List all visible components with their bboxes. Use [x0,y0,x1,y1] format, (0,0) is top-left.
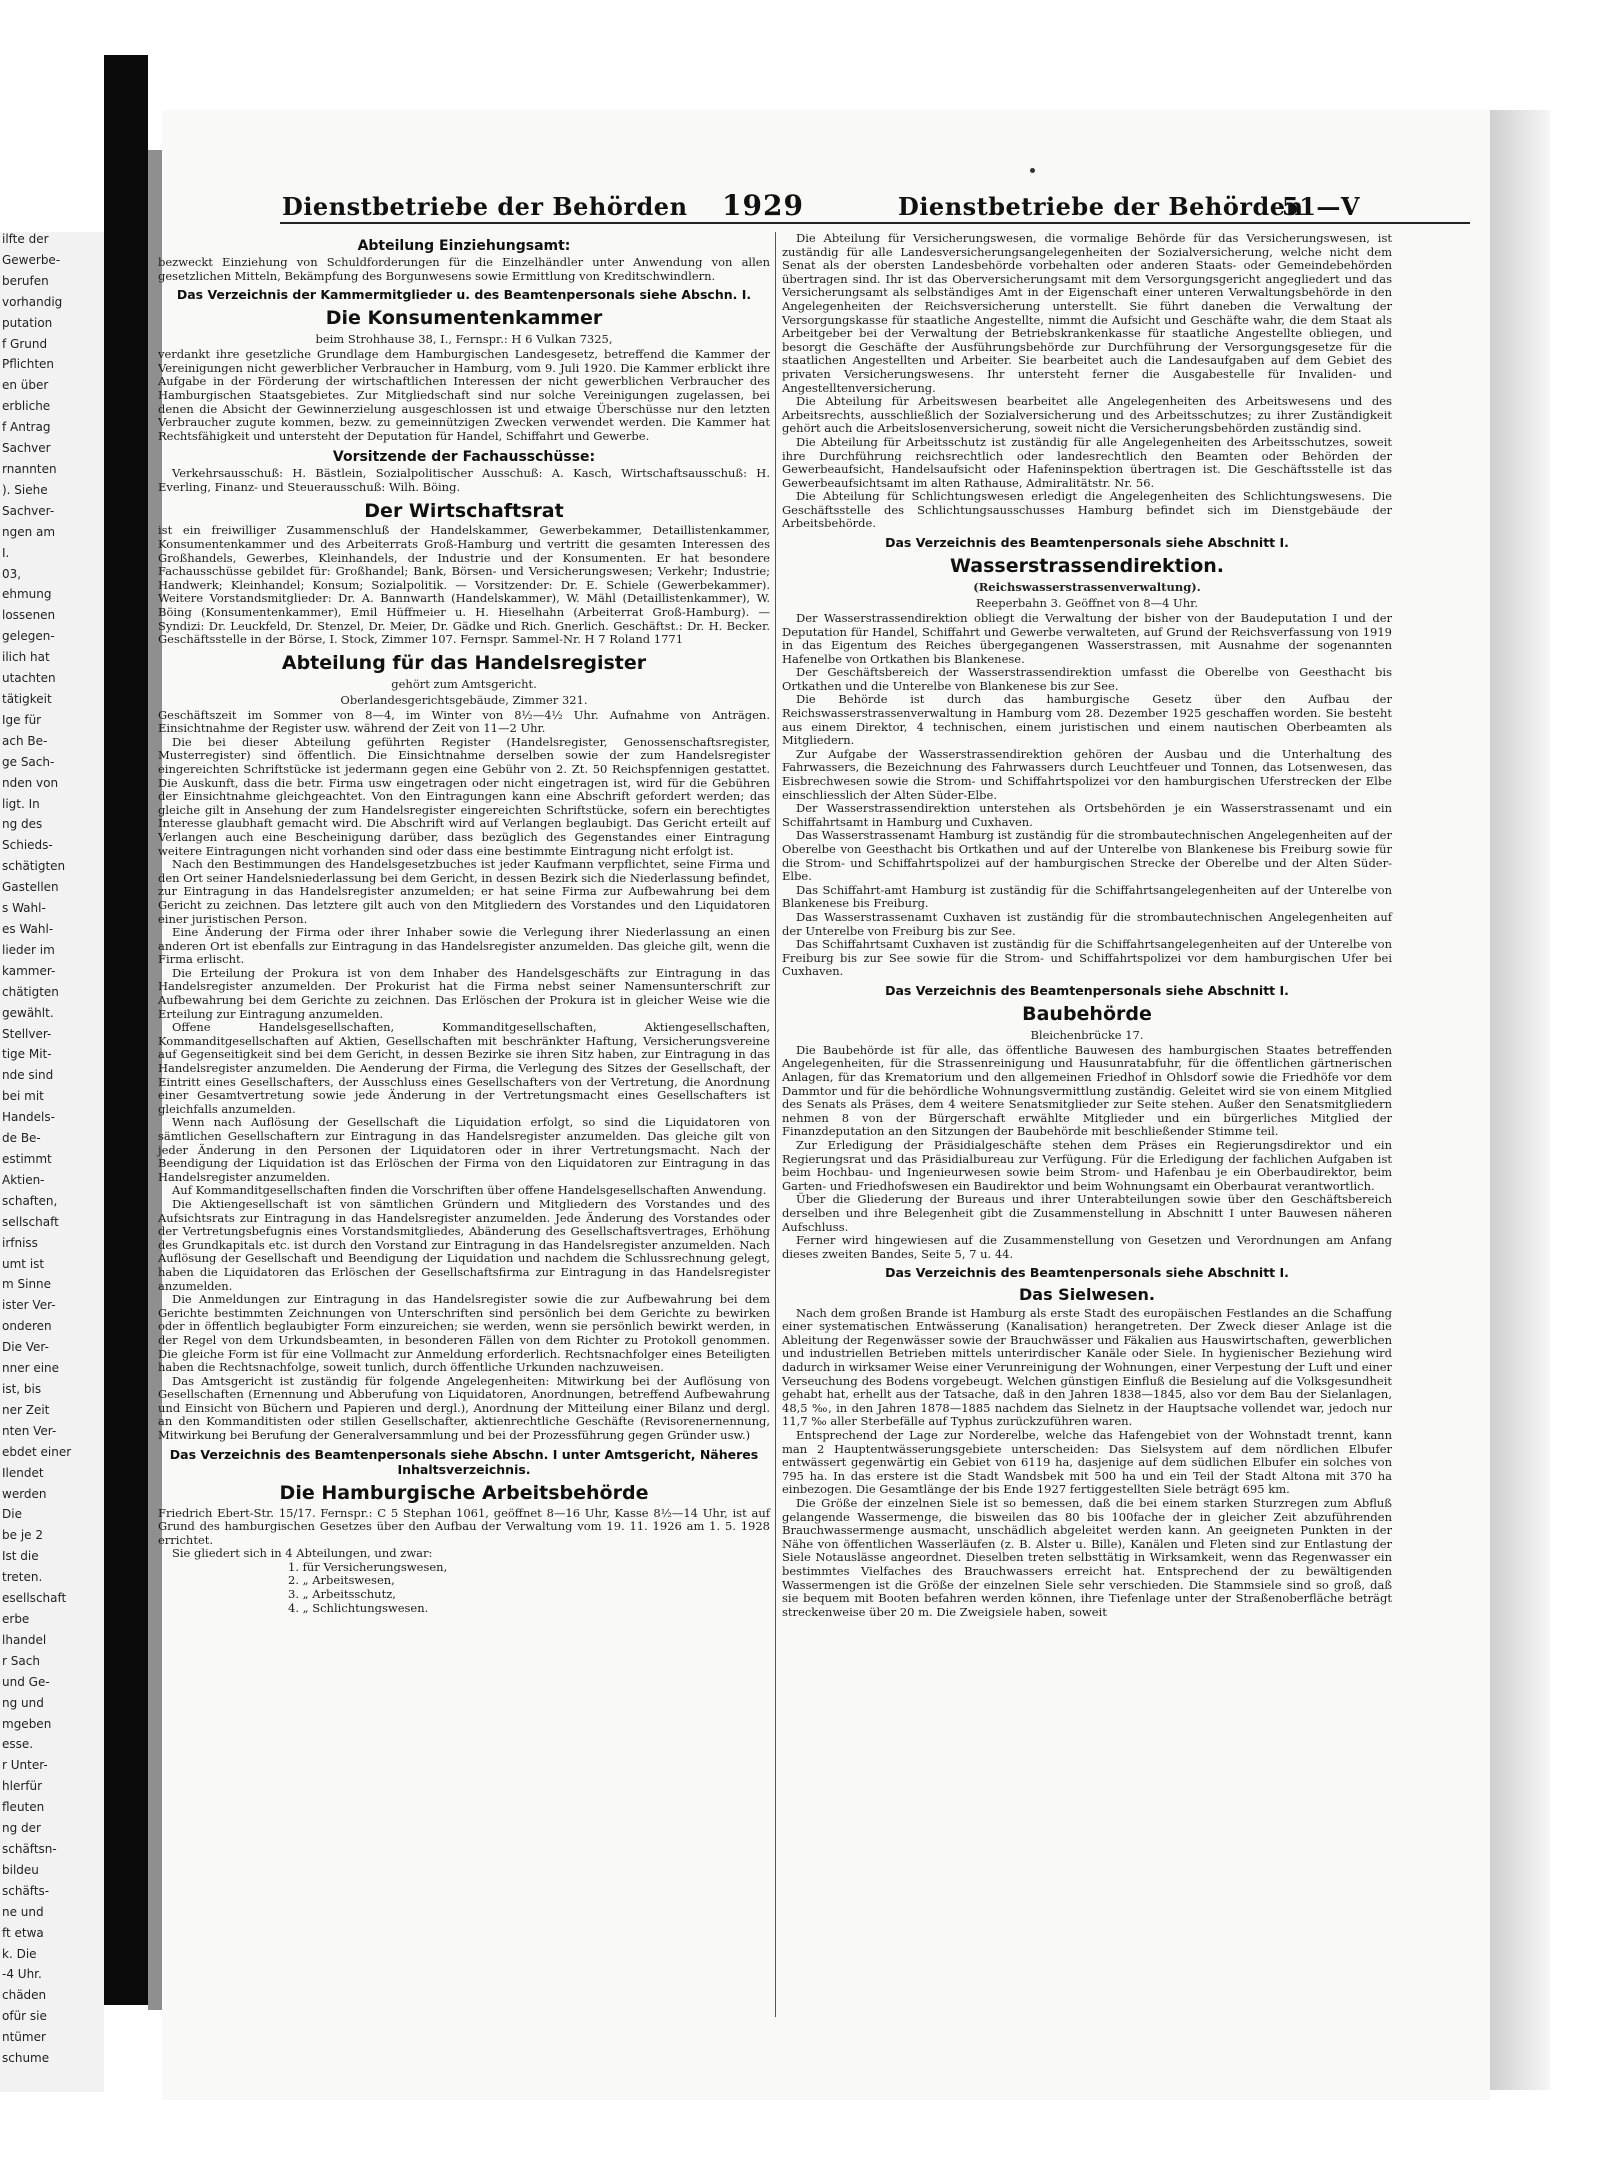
left-page-text-fragment: ach Be- [2,734,48,748]
baubehoerde-paragraph: Zur Erledigung der Präsidialgeschäfte stehen dem Präses ein Regierungsdirektor und ein Regierungsrat und das Präsidialbureau zur Verfügung. Für die Erledigung der fachlichen Aufgaben ist beim Hochbau- und Ingenieurwesen sowie beim Strom- und Hafenbau je ein Oberbaudirektor, beim Garten- und Friedhofswesen ein Baudirektor und beim Wohnungsamt ein Oberbaurat verantwortlich. [782,1137,1392,1193]
left-page-text-fragment: tätigkeit [2,692,52,706]
left-page-text-fragment: werden [2,1487,47,1501]
handelsregister-paragraph: Die Anmeldungen zur Eintragung in das Handelsregister sowie die zur Aufbewahrung bei dem Gerichte bestimmten Zeichnungen von Unterschriften sind persönlich bei dem Gerichte zu bewirken oder in öffentlich beglaubigter Form einzureichen; sie werden, wenn sie persönlich bewirkt werden, in der Regel von dem Urkundsbeamten, in besonderen Fällen von dem Richter zu Protokoll genommen. Die gleiche Form ist für eine Vollmacht zur Anmeldung erforderlich. Rechtsnachfolger eines Beteiligten haben die Rechtsnachfolge, soweit tunlich, durch öffentliche Urkunden nachzuweisen. [158,1292,770,1375]
wasserstrassen-title: Wasserstrassendirektion. [950,555,1224,578]
paper-speck [1030,168,1035,173]
left-page-text-fragment: lieder im [2,943,55,957]
header-left-title: Dienstbetriebe der Behörden [282,192,688,221]
wasserstrassen-paragraph: Das Schiffahrtsamt Cuxhaven ist zuständig für die Schiffahrtsangelegenheiten auf der Unterelbe von Freiburg bis zur See sowie für die Strom- und Schiffahrtspolizei vor dem hamburgischen Ufer bei Cuxhaven. [782,937,1392,979]
left-page-text-fragment: vorhandig [2,295,63,309]
left-page-text-fragment: fleuten [2,1800,45,1814]
left-page-text-fragment: utachten [2,671,56,685]
wirtschaftsrat-text: ist ein freiwilliger Zusammenschluß der Handelskammer, Gewerbekammer, Detaillistenkammer, Konsumentenkammer und des Arbeiterrats Groß-Hamburg und vertritt die gesamten Interessen des Großhandels, Gewerbes, Kleinhandels, der Industrie und der Konsumenten. Er hat besondere Fachausschüsse gebildet für: Großhandel; Bank, Börsen- und Versicherungswesen; Verkehr; Industrie; Handwerk; Kleinhandel; Konsum; Sozialpolitik. — Vorsitzender: Dr. E. Schiele (Gewerbekammer). Weitere Vorstandsmitglieder: Dr. A. Bannwarth (Handelskammer), W. Mähl (Detaillistenkammer), W. Böing (Konsumentenkammer), Emil Hüffmeier u. H. Hieselhahn (Arbeiterrat Groß-Hamburg). — Syndizi: Dr. Leuckfeld, Dr. Stenzel, Dr. Meier, Dr. Gädke und Rich. Gnerlich. Geschäftst.: Dr. H. Becker. Geschäftsstelle in der Börse, I. Stock, Zimmer 107. Fernspr. Sammel-Nr. H 7 Roland 1771 [158,523,770,647]
left-page-text-fragment: I. [2,546,10,560]
left-page-text-fragment: nner eine [2,1361,60,1375]
left-page-text-fragment: ng der [2,1821,41,1835]
wasserstrassen-paragraph: Das Wasserstrassenamt Cuxhaven ist zuständig für die strombautechnischen Angelegenheiten auf der Unterelbe von Freiburg bis zur See. [782,909,1392,938]
left-page-text-fragment: estimmt [2,1152,52,1166]
wasserstrassen-sub1: (Reichswasserstrassenverwaltung). [973,579,1201,594]
handelsregister-paragraph: Wenn nach Auflösung der Gesellschaft die Liquidation erfolgt, so sind die Liquidatoren von sämtlichen Gesellschaftern zur Eintragung in das Handelsregister anzumelden. Das gleiche gilt von jeder Änderung in den Personen der Liquidatoren oder in ihrer Vertretungsmacht. Nach der Beendigung der Liquidation ist das Erlöschen der Firma von den Liquidatoren zur Eintragung in das Handelsregister anzumelden. [158,1115,770,1184]
fachausschuesse-text: Verkehrsausschuß: H. Bästlein, Sozialpolitischer Ausschuß: A. Kasch, Wirtschaftsausschuß: H. Everling, Finanz- und Steuerausschuß: Wilh. Böing. [158,466,770,494]
handelsregister-hours: Geschäftszeit im Sommer von 8—4, im Winter von 8½—4½ Uhr. Aufnahme von Anträgen. Einsichtnahme der Register usw. während der Zeit von 11—2 Uhr. [158,707,770,736]
left-page-text-fragment: r Unter- [2,1758,48,1772]
header-year: 1929 [722,189,804,222]
left-page-text-fragment: ebdet einer [2,1445,72,1459]
left-page-text-fragment: f Antrag [2,420,51,434]
left-page-text-fragment: 03, [2,567,22,581]
handelsregister-sub1: gehört zum Amtsgericht. [391,676,537,691]
left-page-text-fragment: nden von [2,776,59,790]
left-page-text-fragment: irfniss [2,1236,38,1250]
handelsregister-paragraph: Auf Kommanditgesellschaften finden die Vorschriften über offene Handelsgesellschaften Anwendung. [172,1183,767,1198]
arbeitsschutz-paragraph: Die Abteilung für Arbeitsschutz ist zuständig für alle Angelegenheiten des Arbeitsschutzes, soweit ihre Durchführung reichsrechtlich oder landesrechtlich den Beamten oder Behörden der Gewerbeaufsicht, Handelsaufsicht oder Hafeninspektion übertragen ist. Die Geschäftsstelle ist das Gewerbeaufsichtsamt im alten Rathause, Admiralitätstr. Nr. 56. [782,434,1392,490]
page-number: 51—V [1282,192,1361,221]
left-page-text-fragment: ntümer [2,2030,46,2044]
wasserstrassen-sub2: Reeperbahn 3. Geöffnet von 8—4 Uhr. [975,595,1199,610]
left-page-text-fragment: m Sinne [2,1277,52,1291]
konsumentenkammer-text: verdankt ihre gesetzliche Grundlage dem Hamburgischen Landesgesetz, betreffend die Kammer der Vereinigungen nicht gewerblicher Verbraucher in Hamburg, vom 9. Juli 1920. Die Kammer erblickt ihre Aufgabe in der Förderung der wirtschaftlichen Interessen der nicht gewerblichen Verbraucher des Hamburgischen Staatsgebietes. Zur Mitgliedschaft sind nur solche Vereinigungen zugelassen, bei denen die Absicht der Gewinnerzielung ausgeschlossen ist und etwaige Überschüsse nur den letzten Verbraucher zugute kommen, bezw. zu gemeinnützigen Zwecken verwendet werden. Die Kammer hat Rechtsfähigkeit und untersteht der Deputation für Handel, Schiffahrt und Gewerbe. [158,347,770,443]
left-page-text-fragment: umt ist [2,1257,45,1271]
left-page-text-fragment: ge Sach- [2,755,55,769]
header-rule [280,222,1470,224]
arbeitsbehoerde-note: Das Verzeichnis des Beamtenpersonals siehe Abschnitt I. [885,535,1289,551]
left-page-text-fragment: gewählt. [2,1006,54,1020]
handelsregister-paragraph: Die bei dieser Abteilung geführten Register (Handelsregister, Genossenschaftsregister, Musterregister) sind öffentlich. Die Einsichtnahme derselben sowie der zum Handelsregister eingereichten Schriftstücke ist jedermann gegen eine Gebühr von 2. Zt. 50 Reichspfennigen gestattet. Die Auskunft, dass die betr. Firma usw eingetragen oder nicht eingetragen ist, wird für die Gebühren der Einsichtnahme gleichgeachtet. Von den Eintragungen kann eine Abschrift gefordert werden; das gleiche gilt in Ansehung der zum Handelsregister eingereichten Schriftstücke, sofern ein berechtigtes Interesse glaubhaft gemacht wird. Die Abschrift wird auf Verlangen beglaubigt. Das Gericht erteilt auf Verlangen auch eine Bescheinigung darüber, dass bezüglich des Gegenstandes einer Eintragung weitere Eintragungen nicht vorhanden sind oder dass eine bestimmte Eintragung nicht erfolgt ist. [158,734,770,858]
left-page-text-fragment: schume [2,2051,50,2065]
left-page-text-fragment: chäden [2,1988,47,2002]
left-page-text-fragment: treten. [2,1570,43,1584]
baubehoerde-address: Bleichenbrücke 17. [1030,1027,1144,1042]
left-page-fragment [0,232,104,2092]
left-page-text-fragment: r Sach [2,1654,40,1668]
left-page-text-fragment: ehmung [2,587,52,601]
left-page-text-fragment: Stellver- [2,1027,52,1041]
left-page-text-fragment: ister Ver- [2,1298,56,1312]
left-page-text-fragment: Gastellen [2,880,59,894]
einziehungsamt-text: bezweckt Einziehung von Schuldforderungen für die Einzelhändler unter Anwendung von allen gesetzlichen Mitteln, Bekämpfung des Borgunwesens sowie Ermittlung von Kreditschwindlern. [158,255,770,283]
handelsregister-title: Abteilung für das Handelsregister [281,651,647,674]
arbeitsbehoerde-text: Friedrich Ebert-Str. 15/17. Fernspr.: C 5 Stephan 1061, geöffnet 8—16 Uhr, Kasse 8½—14 Uhr, ist auf Grund des hamburgischen Gesetzes über den Aufbau der Verwaltung vom 19. 11. 1926 am 1. 5. 1928 errichtet. [158,1505,770,1547]
left-page-text-fragment: Aktien- [2,1173,45,1187]
left-page-text-fragment: be je 2 [2,1528,43,1542]
left-page-text-fragment: und Ge- [2,1675,50,1689]
column-divider [775,232,776,2017]
department-item: 3. „ Arbeitsschutz, [288,1587,396,1602]
left-page-text-fragment: ilich hat [2,650,50,664]
left-page-text-fragment: k. Die [2,1947,37,1961]
left-page-text-fragment: -4 Uhr. [2,1967,42,1981]
handelsregister-paragraph: Die Erteilung der Prokura ist von dem Inhaber des Handelsgeschäfts zur Eintragung in das Handelsregister anzumelden. Der Prokurist hat die Firma nebst seiner Namensunterschrift zur Aufbewahrung bei dem Gerichte zu zeichnen. Das Erlöschen der Prokura ist in gleicher Weise wie die Erteilung zur Eintragung anzumelden. [158,965,770,1021]
fachausschuesse-title: Vorsitzende der Fachausschüsse: [332,449,596,466]
sielwesen-paragraph: Nach dem großen Brande ist Hamburg als erste Stadt des europäischen Festlandes an die Schaffung einer systematischen Entwässerung (Kanalisation) herangetreten. Der Zweck dieser Anlage ist die Ableitung der Regenwässer sowie der Brauchwässer und Fäkalien aus Hauswirtschaften, gewerblichen und industriellen Betrieben mittels unterirdischer Kanäle oder Siele. In hygienischer Beziehung wird dadurch in wirksamer Weise einer Verunreinigung der Wohnungen, einer Verpestung der Luft und einer Verseuchung des Bodens vorgebeugt. Welchen günstigen Einfluß die Besielung auf die Volksgesundheit gehabt hat, erhellt aus der Tatsache, daß in den Jahren 1838—1845, also vor dem Bau der Sielanlagen, 48,5 ‰, in den Jahren 1878—1885 nachdem das Sielnetz in der Hauptsache vollendet war, jedoch nur 11,7 ‰ aller Sterbefälle auf Typhus zurückzuführen waren. [782,1305,1392,1429]
baubehoerde-title: Baubehörde [1022,1002,1152,1025]
left-page-text-fragment: es Wahl- [2,922,54,936]
sielwesen-title: Das Sielwesen. [1019,1285,1155,1305]
wasserstrassen-paragraph: Der Wasserstrassendirektion unterstehen als Ortsbehörden je ein Wasserstrassenamt und ein Schiffahrtsamt in Hamburg und Cuxhaven. [782,801,1392,829]
left-page-text-fragment: bildeu [2,1863,39,1877]
left-page-text-fragment: onderen [2,1319,52,1333]
left-page-text-fragment: erbe [2,1612,30,1626]
wasserstrassen-paragraph: Die Behörde ist durch das hamburgische Gesetz über den Aufbau der Reichswasserstrassenverwaltung in Hamburg vom 28. Dezember 1925 geschaffen worden. Sie besteht aus einem Direktor, 4 technischen, einem juristischen und einem nautischen Oberbeamten als Mitgliedern. [782,692,1392,748]
konsumentenkammer-address: beim Strohhause 38, I., Fernspr.: H 6 Vulkan 7325, [315,332,613,347]
left-page-text-fragment: putation [2,316,53,330]
wasserstrassen-paragraph: Der Wasserstrassendirektion obliegt die Verwaltung der bisher von der Baudeputation I und der Deputation für Handel, Schiffahrt und Gewerbe verwalteten, auf Grund der Reichsverfassung von 1919 in das Eigentum des Reiches übergegangenen Wasserstrassen, mit Ausnahme der sogenannten Hafenelbe von Ortkathen bis Blankenese. [782,610,1392,666]
sielwesen-paragraph: Entsprechend der Lage zur Norderelbe, welche das Hafengebiet von der Wohnstadt trennt, kann man 2 Hauptentwässerungsgebiete unterscheiden: Das Sielsystem auf dem nördlichen Elbufer entwässert gegenwärtig ein Gebiet von 6119 ha, dasjenige auf dem südlichen Elbufer ein solches von 795 ha. In das erstere ist die Stadt Wandsbek mit 500 ha und ein Teil der Stadt Altona mit 370 ha einbezogen. Die Gesamtlänge der bis Ende 1927 fertiggestellten Siele beträgt 695 km. [782,1428,1392,1497]
left-page-text-fragment: de Be- [2,1131,41,1145]
left-page-text-fragment: Ige für [2,713,42,727]
scan-top-margin [0,0,1600,60]
handelsregister-paragraph: Eine Änderung der Firma oder ihrer Inhaber sowie die Verlegung ihrer Niederlassung an einen anderen Ort ist ebenfalls zur Eintragung in das Handelsregister anzumelden. Das gleiche gilt, wenn die Firma erlischt. [158,925,770,967]
left-page-text-fragment: ). Siehe [2,483,48,497]
left-page-text-fragment: mgeben [2,1717,52,1731]
einziehungsamt-title: Abteilung Einziehungsamt: [357,238,571,254]
wasserstrassen-paragraph: Das Wasserstrassenamt Hamburg ist zuständig für die strombautechnischen Angelegenheiten auf der Oberelbe von Geesthacht bis Ortkathen und auf der Unterelbe von Blankenese bis Freiburg sowie für die Strom- und Schiffahrtspolizei auf der hamburgischen Strecke der Oberelbe und der Alten Süder-Elbe. [782,828,1392,884]
baubehoerde-note: Das Verzeichnis des Beamtenpersonals siehe Abschnitt I. [885,1265,1289,1281]
wasserstrassen-note: Das Verzeichnis des Beamtenpersonals siehe Abschnitt I. [885,982,1289,998]
handelsregister-paragraph: Die Aktiengesellschaft ist von sämtlichen Gründern und Mitgliedern des Vorstandes und des Aufsichtsrats zur Eintragung in das Handelsregister anzumelden. Jede Änderung des Vorstandes oder der Vertretungsbefugnis eines Vorstandsmitgliedes, Abänderung des Gesellschaftsvertrages, Erhöhung des Grundkapitals etc. ist durch den Vorstand zur Eintragung in das Handelsregister anzumelden. Nach Auflösung der Gesellschaft und Beendigung der Liquidation und nachdem die Schlussrechnung gelegt, haben die Liquidatoren das Erlöschen der Gesellschaftsfirma zur Eintragung in das Handelsregister anzumelden. [158,1196,770,1293]
left-page-text-fragment: f Grund [2,337,48,351]
arbeitsbehoerde-intro: Sie gliedert sich in 4 Abteilungen, und zwar: [172,1546,433,1561]
page-edge-shadow [1490,110,1550,2090]
left-page-text-fragment: kammer- [2,964,56,978]
left-page-text-fragment: rnannten [2,462,57,476]
versicherung-paragraph: Die Abteilung für Versicherungswesen, die vormalige Behörde für das Versicherungswesen, ist zuständig für alle Landesversicherungsangelegenheiten der Sozialversicherung, welche nicht dem Senat als der obersten Landesbehörde vorbehalten oder anderen Staats- oder Gemeindebehörden übertragen sind. Ihr ist das Oberversicherungsamt mit dem Versorgungsgericht angegliedert und das Versicherungsamt als selbständiges Amt in der Eigenschaft einer unteren Verwaltungsbehörde in den Angelegenheiten der Reichsversicherung unterstellt. Sie führt daneben die Verwaltung der Versorgungskasse für staatliche Angestellte, nimmt die Aufsicht und Geschäfte wahr, die dem Staat als Arbeitgeber bei der Verwaltung der Betriebskrankenkasse für staatliche Angestellte obliegen, und besorgt die Geschäfte der Ausführungsbehörde zur Durchführung der Versorgungsgesetze für die staatlichen Angestellten und Arbeiter. Sie bearbeitet auch die Landesaufgaben auf dem Gebiet des privaten Versicherungswesens. Ihr untersteht ferner die Ausgabestelle für Invaliden- und Angestelltenversicherung. [782,231,1392,395]
left-page-text-fragment: gelegen- [2,629,55,643]
left-page-text-fragment: ng und [2,1696,44,1710]
left-page-text-fragment: lossenen [2,608,56,622]
left-page-text-fragment: Sachver- [2,504,55,518]
left-page-text-fragment: s Wahl- [2,901,46,915]
left-page-text-fragment: chätigten [2,985,59,999]
left-page-text-fragment: berufen [2,274,49,288]
left-page-text-fragment: ofür sie [2,2009,47,2023]
baubehoerde-paragraph: Die Baubehörde ist für alle, das öffentliche Bauwesen des hamburgischen Staates betreffenden Angelegenheiten, für die Strassenreinigung und Hausunratabfuhr, für die öffentlichen gärtnerischen Anlagen, für das Krematorium und den allgemeinen Friedhof in Ohlsdorf sowie die Friedhöfe vor dem Dammtor und für die behördliche Wohnungsvermittlung zuständig. Geleitet wird sie von einem Mitglied des Senats als Präses, dem 4 weitere Senatsmitglieder zur Seite stehen. Außer den Senatsmitgliedern nehmen 8 von der Bürgerschaft erwählte Mitglieder und ein bürgerliches Mitglied der Finanzdeputation an den Sitzungen der Baubehörde mit beschließender Stimme teil. [782,1042,1392,1139]
department-item: 1. für Versicherungswesen, [288,1559,448,1574]
left-page-text-fragment: Handels- [2,1110,55,1124]
left-page-text-fragment: esellschaft [2,1591,67,1605]
handelsregister-sub2: Oberlandesgerichtsgebäude, Zimmer 321. [340,692,588,707]
left-page-text-fragment: hlerfür [2,1779,43,1793]
header-right-title: Dienstbetriebe der Behörden [898,192,1304,221]
left-page-text-fragment: ne und [2,1905,44,1919]
left-page-text-fragment: nde sind [2,1068,54,1082]
left-page-text-fragment: schäfts- [2,1884,50,1898]
left-page-text-fragment: ilfte der [2,232,49,246]
left-page-text-fragment: Die Ver- [2,1340,49,1354]
wasserstrassen-paragraph: Der Geschäftsbereich der Wasserstrassendirektion umfasst die Oberelbe von Geesthacht bis Ortkathen und die Unterelbe von Blankenese bis zur See. [782,665,1392,693]
department-item: 2. „ Arbeitswesen, [288,1573,395,1588]
left-page-text-fragment: sellschaft [2,1215,59,1229]
left-page-text-fragment: en über [2,378,49,392]
book-gutter [104,55,148,2005]
departments-list [158,1561,770,1615]
schlichtung-paragraph: Die Abteilung für Schlichtungswesen erledigt die Angelegenheiten des Schlichtungswesens. Die Geschäftsstelle des Schlichtungsausschusses Hamburg befindet sich im Dienstgebäude der Arbeitsbehörde. [782,489,1392,531]
arbeitsbehoerde-title: Die Hamburgische Arbeitsbehörde [279,1481,649,1504]
left-page-text-fragment: ner Zeit [2,1403,50,1417]
baubehoerde-paragraph: Ferner wird hingewiesen auf die Zusammenstellung von Gesetzen und Verordnungen am Anfang dieses zweiten Bandes, Seite 5, 7 u. 44. [782,1233,1392,1261]
left-page-text-fragment: Sachver [2,441,51,455]
left-page-text-fragment: schäftsn- [2,1842,57,1856]
left-column [158,232,770,1615]
department-item: 4. „ Schlichtungswesen. [288,1600,429,1615]
baubehoerde-paragraph: Über die Gliederung der Bureaus und ihrer Unterabteilungen sowie über den Geschäftsbereich derselben und ihre Belegenheit gibt die Zusammenstellung in Abschnitt I unter Bauwesen näheren Aufschluss. [782,1192,1392,1234]
left-page-text-fragment: schaften, [2,1194,58,1208]
handelsregister-paragraph: Nach den Bestimmungen des Handelsgesetzbuches ist jeder Kaufmann verpflichtet, seine Firma und den Ort seiner Handelsniederlassung bei dem Gericht, in dessen Bezirk sich die Niederlassung befindet, zur Eintragung in das Handelsregister anzumelden; er hat seine Firma zur Aufbewahrung bei dem Gericht zu zeichnen. Das letztere gilt auch von den Mitgliedern des Vorstandes und den Liquidatoren einer juristischen Person. [158,857,770,926]
wirtschaftsrat-title: Der Wirtschaftsrat [364,499,564,522]
left-page-text-fragment: ligt. In [2,797,40,811]
wasserstrassen-paragraph: Zur Aufgabe der Wasserstrassendirektion gehören der Ausbau und die Unterhaltung des Fahrwassers, die Bezeichnung des Fahrwassers durch Leuchtfeuer und Tonnen, das Lotsenwesen, das Eisbrechwesen sowie die Strom- und Schiffahrtspolizei vor den hamburgischen Uferstrecken der Elbe einschliesslich der Alten Süder-Elbe. [782,746,1392,802]
handelsregister-note: Das Verzeichnis des Beamtenpersonals siehe Abschn. I unter Amtsgericht, Näheres Inhaltsverzeichnis. [169,1446,759,1477]
sielwesen-paragraph: Die Größe der einzelnen Siele ist so bemessen, daß die bei einem starken Sturzregen zum Abfluß gelangende Wassermenge, die bisweilen das 80 bis 100fache der in gleicher Zeit abzuführenden Brauchwassermenge ausmacht, unschädlich abgeleitet werden kann. An geeigneten Punkten in der Nähe von öffentlichen Wasserläufen (z. B. Alster u. Bille), Kanälen und Fleten sind zur Entlastung der Siele Notauslässe angeordnet. Dieselben treten selbsttätig in Wirksamkeit, wenn das Regenwasser ein bestimmtes Vielfaches des Brauchwassers erreicht hat. Entsprechend der zu bewältigenden Wassermengen ist die Größe der einzelnen Siele sehr verschieden. Die Stammsiele sind so groß, daß sie bequem mit Booten befahren werden können, ihre Tiefenlage unter der Straßenoberfläche beträgt streckenweise über 20 m. Die Zweigsiele haben, soweit [782,1495,1392,1619]
left-page-text-fragment: tige Mit- [2,1047,52,1061]
left-page-text-fragment: esse. [2,1737,34,1751]
right-column [782,232,1392,1619]
left-page-text-fragment: ngen am [2,525,56,539]
handelsregister-paragraph: Das Amtsgericht ist zuständig für folgende Angelegenheiten: Mitwirkung bei der Auflösung von Gesellschaften (Ernennung und Abberufung von Liquidatoren, Anordnungen, betreffend Aufbewahrung und Einsicht von Büchern und Papieren und dergl.), Anordnung der Mitteilung einer Bilanz und dergl. an den Kommanditisten oder stillen Gesellschafter, aktienrechtliche Geschäfte (Revisorenernennung, Mitwirkung bei Berufung der Generalversammlung und bei der Prozessführung gegen Gründer usw.) [158,1373,770,1443]
left-page-text-fragment: lhandel [2,1633,47,1647]
left-page-text-fragment: nten Ver- [2,1424,57,1438]
left-page-text-fragment: Die [2,1507,22,1521]
left-page-text-fragment: Gewerbe- [2,253,61,267]
einziehungsamt-note: Das Verzeichnis der Kammermitglieder u. des Beamtenpersonals siehe Abschn. I. [176,287,752,303]
left-page-text-fragment: Pflichten [2,357,55,371]
arbeitswesen-paragraph: Die Abteilung für Arbeitswesen bearbeitet alle Angelegenheiten des Arbeitswesens und des Arbeitsrechts, ausschließlich der Sozialversicherung und des Arbeitsschutzes; zu ihrer Zuständigkeit gehört auch die Arbeitslosenversicherung, soweit nicht die Versicherungsbehörden zuständig sind. [782,394,1392,436]
left-page-text-fragment: ist, bis [2,1382,42,1396]
wasserstrassen-paragraph: Das Schiffahrt-amt Hamburg ist zuständig für die Schiffahrtsangelegenheiten auf der Unterelbe von Blankenese bis Freiburg. [782,882,1392,911]
handelsregister-paragraph: Offene Handelsgesellschaften, Kommanditgesellschaften, Aktiengesellschaften, Kommanditgesellschaften auf Aktien, Gesellschaften mit beschränkter Haftung, Versicherungsvereine auf Gegenseitigkeit sind bei dem Gericht, in dessen Bezirke sie ihren Sitz haben, zur Eintragung in das Handelsregister anzumelden. Die Aenderung der Firma, die Verlegung des Sitzes der Gesellschaft, der Eintritt eines Gesellschafters, der Ausschluss eines Gesellschafters von der Vertretung, die Anordnung einer Gesamtvertretung sowie jede Änderung in der Vertretungsmacht eines Gesellschafters ist gleichfalls anzumelden. [158,1020,770,1116]
left-page-text-fragment: Ilendet [2,1466,44,1480]
left-page-text-fragment: ng des [2,817,43,831]
left-page-text-fragment: Schieds- [2,838,53,852]
konsumentenkammer-title: Die Konsumentenkammer [325,307,603,330]
left-page-text-fragment: schätigten [2,859,66,873]
left-page-text-fragment: erbliche [2,399,51,413]
left-page-text-fragment: Ist die [2,1549,39,1563]
left-page-text-fragment: bei mit [2,1089,44,1103]
left-page-text-fragment: ft etwa [2,1926,44,1940]
